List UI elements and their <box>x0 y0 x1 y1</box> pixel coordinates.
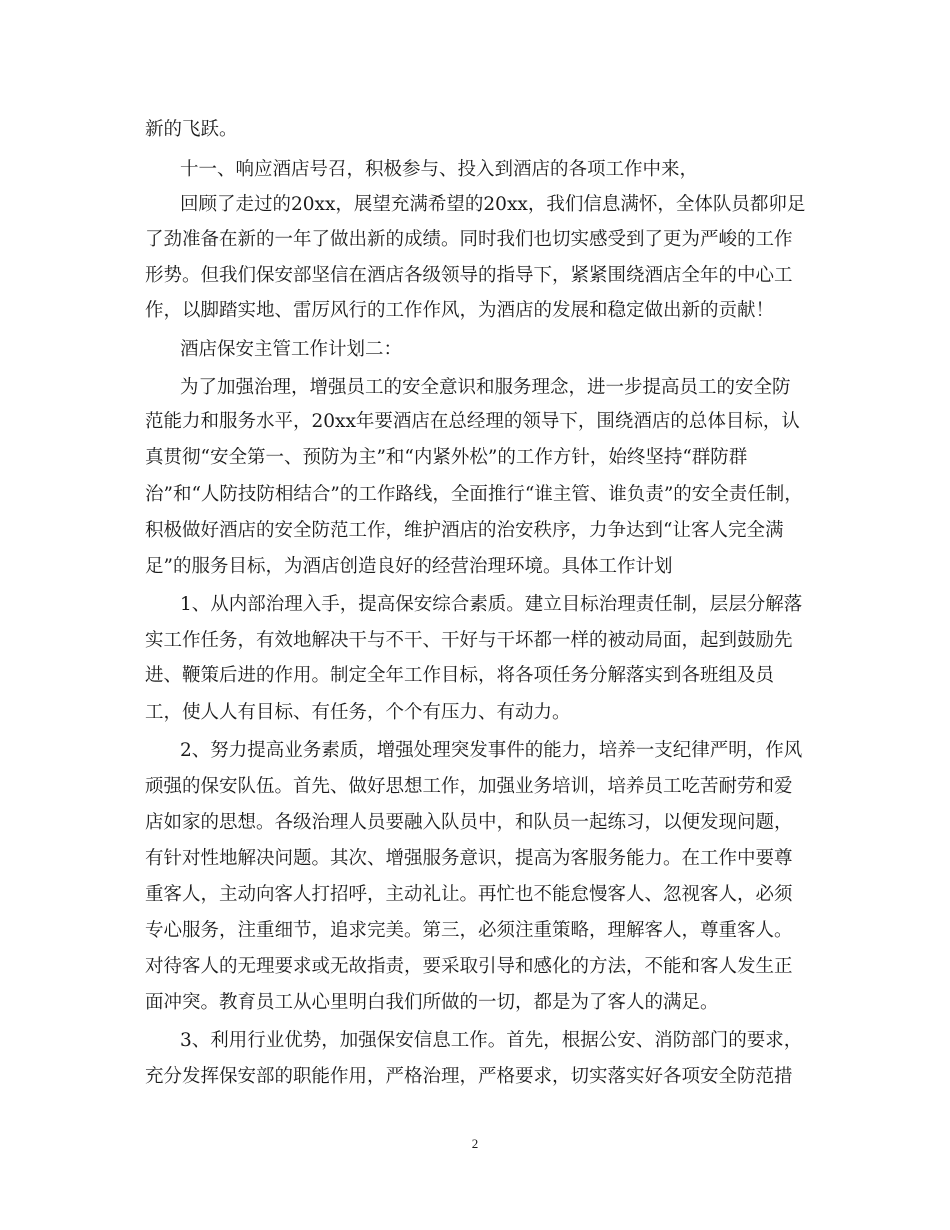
text-line: 回顾了走过的20xx，展望充满希望的20xx，我们信息满怀，全体队员都卯足 <box>180 194 806 215</box>
text-line: 作，以脚踏实地、雷厉风行的工作作风，为酒店的发展和稳定做出新的贡献！ <box>145 300 775 321</box>
text-line: 专心服务，注重细节，追求完美。第三，必须注重策略，理解客人，尊重客人。 <box>145 920 793 941</box>
text-line: 店如家的思想。各级治理人员要融入队员中，和队员一起练习，以便发现问题， <box>145 812 793 833</box>
text-line: 有针对性地解决问题。其次、增强服务意识，提高为客服务能力。在工作中要尊 <box>145 848 793 869</box>
text-line: 进、鞭策后进的作用。制定全年工作目标，将各项任务分解落实到各班组及员 <box>145 665 775 686</box>
text-line: 十一、响应酒店号召，积极参与、投入到酒店的各项工作中来， <box>180 159 699 180</box>
text-line: 2、努力提高业务素质，增强处理突发事件的能力，培养一支纪律严明，作风 <box>180 740 803 761</box>
text-line: 1、从内部治理入手，提高保安综合素质。建立目标治理责任制，层层分解落 <box>180 594 803 615</box>
text-line: 了劲准备在新的一年了做出新的成绩。同时我们也切实感受到了更为严峻的工作 <box>145 229 793 250</box>
text-line: 实工作任务，有效地解决干与不干、干好与干坏都一样的被动局面，起到鼓励先 <box>145 630 793 651</box>
text-line: 3、利用行业优势，加强保安信息工作。首先，根据公安、消防部门的要求， <box>180 1030 803 1051</box>
text-line: 积极做好酒店的安全防范工作，维护酒店的治安秩序，力争达到“让客人完全满 <box>145 520 784 541</box>
page-number: 2 <box>471 1136 479 1151</box>
text-line: 对待客人的无理要求或无故指责，要采取引导和感化的方法，不能和客人发生正 <box>145 956 793 977</box>
text-line: 酒店保安主管工作计划二： <box>180 339 403 360</box>
text-line: 为了加强治理，增强员工的安全意识和服务理念，进一步提高员工的安全防 <box>180 377 791 398</box>
text-line: 工，使人人有目标、有任务，个个有压力、有动力。 <box>145 702 571 723</box>
text-line: 充分发挥保安部的职能作用，严格治理，严格要求，切实落实好各项安全防范措 <box>145 1066 793 1087</box>
text-line: 形势。但我们保安部坚信在酒店各级领导的指导下，紧紧围绕酒店全年的中心工 <box>145 265 793 286</box>
text-line: 顽强的保安队伍。首先、做好思想工作，加强业务培训，培养员工吃苦耐劳和爱 <box>145 776 793 797</box>
text-line: 真贯彻“安全第一、预防为主”和“内紧外松”的工作方针，始终坚持“群防群 <box>145 447 748 468</box>
text-line: 范能力和服务水平，20xx年要酒店在总经理的领导下，围绕酒店的总体目标，认 <box>145 411 800 432</box>
text-line: 面冲突。教育员工从心里明白我们所做的一切，都是为了客人的满足。 <box>145 992 719 1013</box>
text-line: 足”的服务目标，为酒店创造良好的经营治理环境。具体工作计划 <box>145 556 673 577</box>
text-line: 治”和“人防技防相结合”的工作路线，全面推行“谁主管、谁负责”的安全责任制， <box>145 484 803 505</box>
text-line: 重客人，主动向客人打招呼，主动礼让。再忙也不能怠慢客人、忽视客人，必须 <box>145 884 793 905</box>
text-line: 新的飞跃。 <box>145 119 238 140</box>
